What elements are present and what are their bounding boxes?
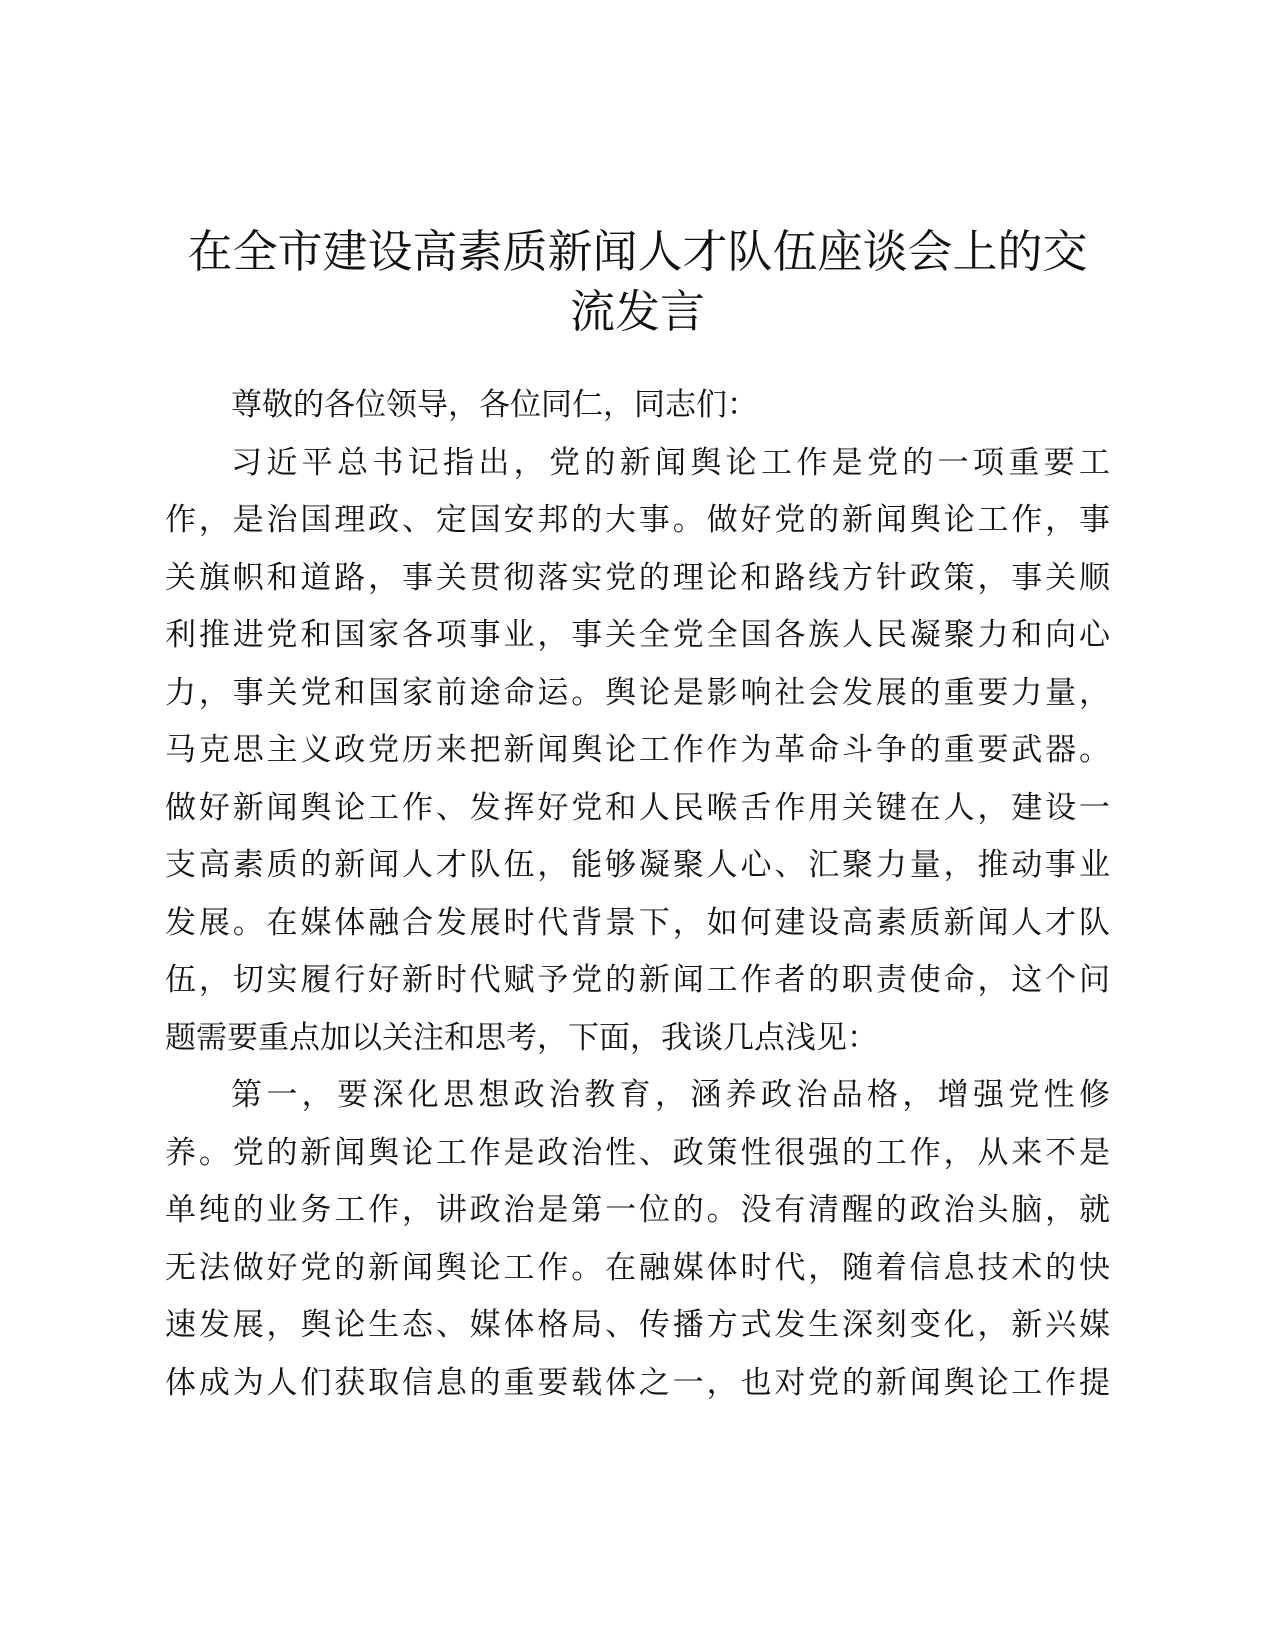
body-text-line: 速发展，舆论生态、媒体格局、传播方式发生深刻变化，新兴媒 — [165, 1307, 1110, 1343]
body-text-line: 马克思主义政党历来把新闻舆论工作作为革命斗争的重要武器。 — [165, 732, 1110, 768]
body-text-line: 伍，切实履行好新时代赋予党的新闻工作者的职责使命，这个问 — [165, 962, 1110, 998]
title-line: 在全市建设高素质新闻人才队伍座谈会上的交 — [187, 225, 1088, 278]
title-line: 流发言 — [569, 285, 705, 338]
body-text-line: 做好新闻舆论工作、发挥好党和人民喉舌作用关键在人，建设一 — [165, 789, 1110, 826]
body-text-line: 尊敬的各位领导，各位同仁，同志们： — [231, 387, 758, 423]
body-text-line: 关旗帜和道路，事关贯彻落实党的理论和路线方针政策，事关顺 — [165, 559, 1110, 596]
body-text-line: 力，事关党和国家前途命运。舆论是影响社会发展的重要力量， — [165, 674, 1110, 711]
body-text-line: 利推进党和国家各项事业，事关全党全国各族人民凝聚力和向心 — [165, 617, 1110, 653]
body-text-line: 第一，要深化思想政治教育，涵养政治品格，增强党性修 — [231, 1077, 1110, 1113]
body-text-line: 作，是治国理政、定国安邦的大事。做好党的新闻舆论工作，事 — [165, 502, 1110, 538]
body-text-line: 无法做好党的新闻舆论工作。在融媒体时代，随着信息技术的快 — [165, 1249, 1110, 1286]
document-body — [165, 377, 1110, 1412]
body-text-line: 单纯的业务工作，讲政治是第一位的。没有清醒的政治头脑，就 — [165, 1192, 1110, 1228]
body-text-line: 养。党的新闻舆论工作是政治性、政策性很强的工作，从来不是 — [165, 1134, 1110, 1171]
body-text-line: 体成为人们获取信息的重要载体之一，也对党的新闻舆论工作提 — [165, 1364, 1110, 1401]
body-text-line: 支高素质的新闻人才队伍，能够凝聚人心、汇聚力量，推动事业 — [165, 847, 1110, 883]
body-text-line: 习近平总书记指出，党的新闻舆论工作是党的一项重要工 — [231, 444, 1110, 481]
document-title — [165, 222, 1110, 342]
body-text-line: 题需要重点加以关注和思考，下面，我谈几点浅见： — [165, 1019, 878, 1056]
body-text-line: 发展。在媒体融合发展时代背景下，如何建设高素质新闻人才队 — [165, 904, 1110, 941]
